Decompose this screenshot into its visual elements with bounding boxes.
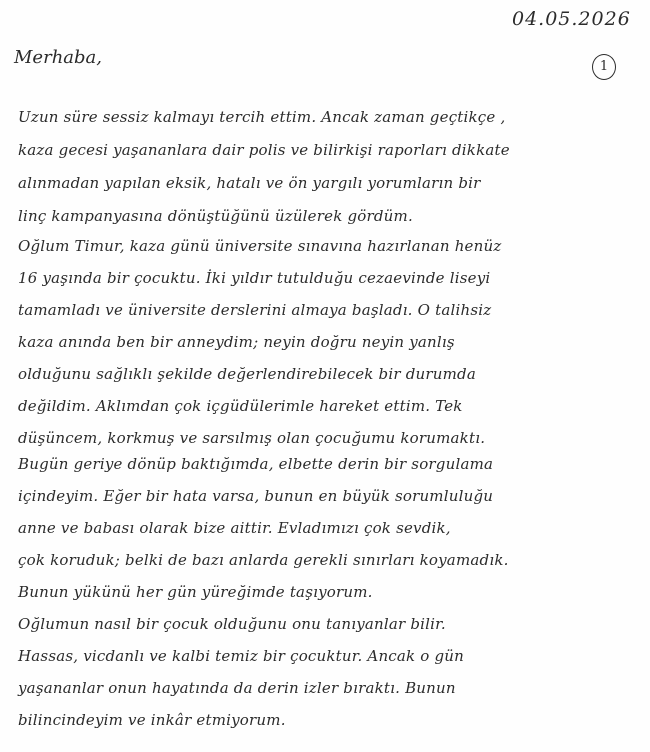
paragraph-2: [18, 230, 638, 454]
text-line: anne ve babası olarak bize aittir. Evladımızı çok sevdik,: [18, 519, 451, 537]
text-line: linç kampanyasına dönüştüğünü üzülerek gördüm.: [18, 207, 413, 225]
paragraph-4: [18, 608, 638, 736]
text-line: yaşananlar onun hayatında da derin izler bıraktı. Bunun: [18, 679, 456, 697]
letter-greeting: Merhaba,: [14, 47, 102, 68]
text-line: Uzun süre sessiz kalmayı tercih ettim. Ancak zaman geçtikçe ,: [18, 108, 506, 126]
text-line: değildim. Aklımdan çok içgüdülerimle hareket ettim. Tek: [18, 397, 463, 415]
text-line: kaza gecesi yaşananlara dair polis ve bilirkişi raporları dikkate: [18, 141, 510, 159]
text-line: kaza anında ben bir anneydim; neyin doğru neyin yanlış: [18, 333, 455, 351]
paragraph-1: [18, 101, 638, 233]
text-line: Oğlumun nasıl bir çocuk olduğunu onu tanıyanlar bilir.: [18, 615, 446, 633]
page-number-badge: 1: [592, 54, 616, 80]
text-line: alınmadan yapılan eksik, hatalı ve ön yargılı yorumların bir: [18, 174, 481, 192]
text-line: bilincindeyim ve inkâr etmiyorum.: [18, 711, 286, 729]
text-line: çok koruduk; belki de bazı anlarda gerekli sınırları koyamadık.: [18, 551, 509, 569]
text-line: tamamladı ve üniversite derslerini almaya başladı. O talihsiz: [18, 301, 492, 319]
letter-date: 04.05.2026: [512, 8, 631, 30]
text-line: Oğlum Timur, kaza günü üniversite sınavına hazırlanan henüz: [18, 237, 502, 255]
text-line: Bunun yükünü her gün yüreğimde taşıyorum.: [18, 583, 373, 601]
text-line: olduğunu sağlıklı şekilde değerlendirebilecek bir durumda: [18, 365, 476, 383]
text-line: 16 yaşında bir çocuktu. İki yıldır tutulduğu cezaevinde liseyi: [18, 269, 491, 287]
text-line: Hassas, vicdanlı ve kalbi temiz bir çocuktur. Ancak o gün: [18, 647, 465, 665]
text-line: düşüncem, korkmuş ve sarsılmış olan çocuğumu korumaktı.: [18, 429, 486, 447]
text-line: Bugün geriye dönüp baktığımda, elbette derin bir sorgulama: [18, 455, 494, 473]
text-line: içindeyim. Eğer bir hata varsa, bunun en büyük sorumluluğu: [18, 487, 494, 505]
paragraph-3: [18, 448, 638, 608]
